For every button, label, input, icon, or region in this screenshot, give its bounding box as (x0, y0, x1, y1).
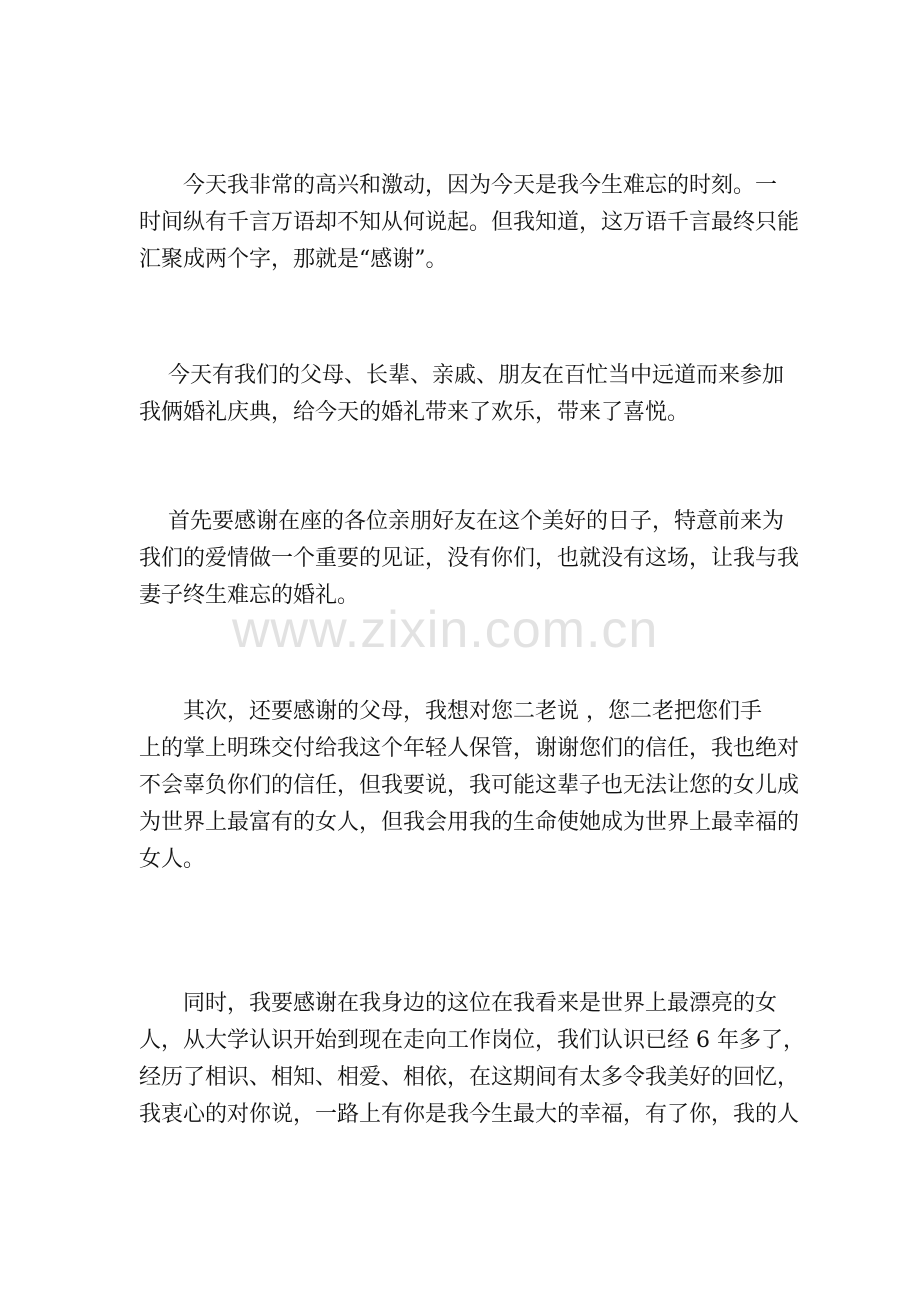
text-line: 同时，我要感谢在我身边的这位在我看来是世界上最漂亮的女 (139, 991, 778, 1016)
paragraph-2 (139, 357, 799, 431)
paragraph-4 (139, 693, 799, 878)
text-line: 人，从大学认识开始到现在走向工作岗位，我们认识已经 6 年多了， (139, 1028, 805, 1053)
paragraph-3 (139, 503, 799, 614)
text-line: 时间纵有千言万语却不知从何说起。但我知道，这万语千言最终只能 (139, 210, 800, 235)
text-line: 为世界上最富有的女人，但我会用我的生命使她成为世界上最幸福的 (139, 810, 800, 835)
text-line: 妻子终生难忘的婚礼。 (139, 583, 360, 608)
paragraph-1 (139, 167, 799, 278)
text-line: 上的掌上明珠交付给我这个年轻人保管，谢谢您们的信任，我也绝对 (139, 736, 800, 761)
watermark-text: www.zixin.com.cn (232, 601, 659, 659)
text-line: 我们的爱情做一个重要的见证，没有你们，也就没有这场，让我与我 (139, 546, 800, 571)
paragraph-5 (139, 985, 805, 1133)
text-line: 其次，还要感谢的父母，我想对您二老说 ，您二老把您们手 (139, 699, 762, 724)
text-line: 今天有我们的父母、长辈、亲戚、朋友在百忙当中远道而来参加 (139, 363, 784, 388)
text-line: 今天我非常的高兴和激动，因为今天是我今生难忘的时刻。一 (139, 173, 778, 198)
text-line: 我俩婚礼庆典，给今天的婚礼带来了欢乐，带来了喜悦。 (139, 400, 690, 425)
text-line: 经历了相识、相知、相爱、相依，在这期间有太多令我美好的回忆， (139, 1065, 800, 1090)
text-line: 不会辜负你们的信任，但我要说，我可能这辈子也无法让您的女儿成 (139, 773, 800, 798)
text-line: 汇聚成两个字，那就是“感谢”。 (139, 247, 448, 272)
text-line: 我衷心的对你说，一路上有你是我今生最大的幸福，有了你，我的人 (139, 1102, 800, 1127)
text-line: 女人。 (139, 847, 206, 872)
text-line: 首先要感谢在座的各位亲朋好友在这个美好的日子，特意前来为 (139, 509, 784, 534)
